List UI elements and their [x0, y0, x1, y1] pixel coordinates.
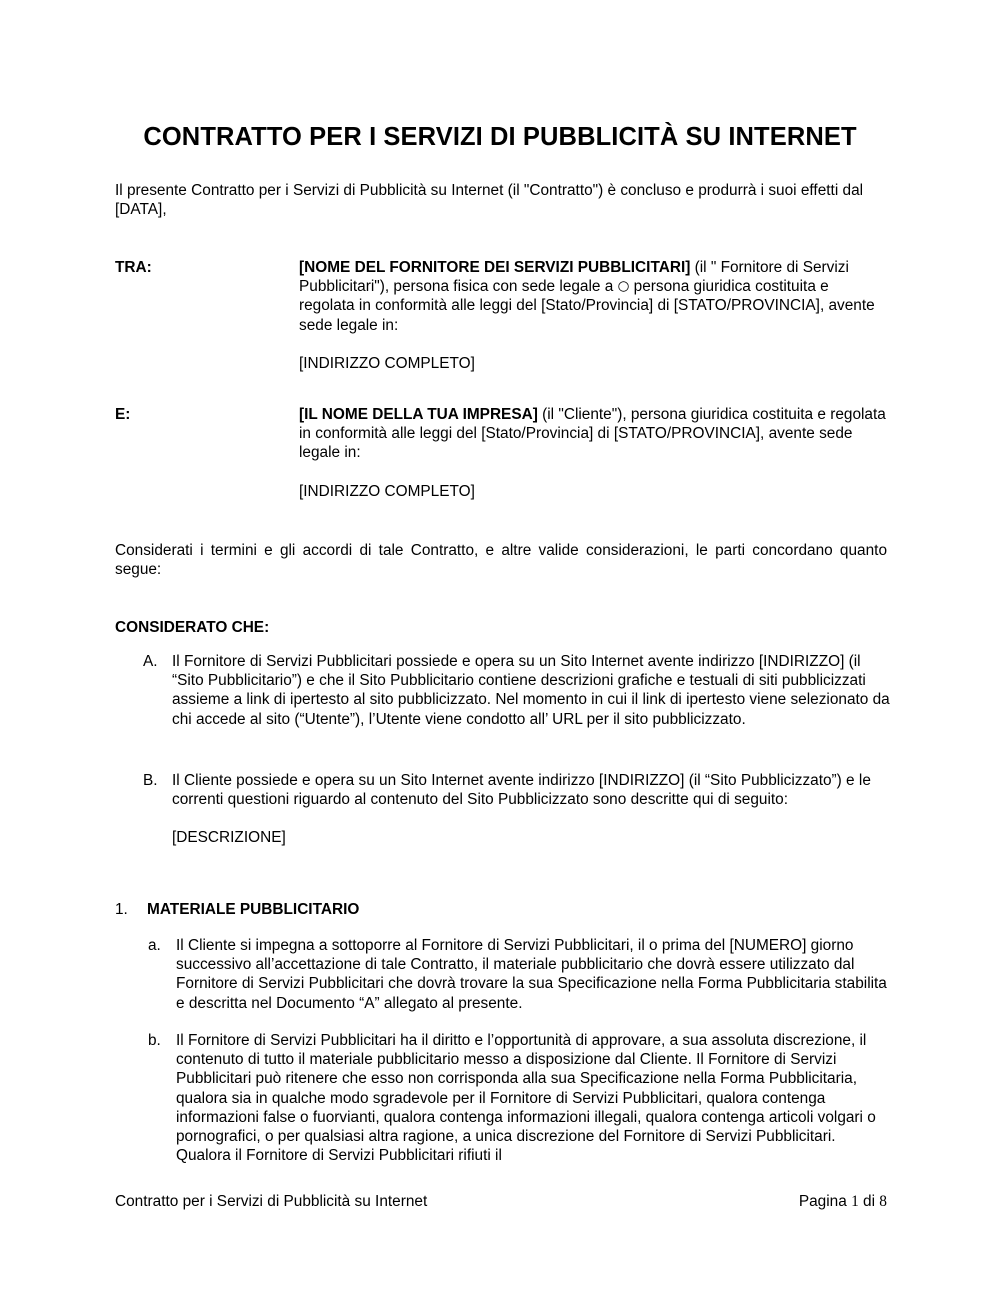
section-marker-1: 1.	[115, 901, 128, 918]
open-circle-icon: ○	[617, 278, 630, 295]
list-text-a-lower: Il Cliente si impegna a sottoporre al Fornitore di Servizi Pubblicitari, il o prima del [NUMERO] giorno successivo all’accettazione di tale Contratto, il materiale pubblicitario che dovrà essere utilizzato dal Fornitore di Servizi Pubblicitari che dovrà trovare la sua Specificazione nella Forma Pubblicitaria stabilita e descritta nel Documento “A” allegato al presente.	[176, 937, 887, 1012]
client-text: (il "Cliente"), persona giuridica costituita e regolata in conformità alle leggi del [Stato/Provincia] di [STATO/PROVINCIA], avente sede legale in:	[299, 406, 886, 462]
list-marker-b-lower: b.	[148, 1032, 161, 1049]
list-marker-a-lower: a.	[148, 937, 161, 954]
footer-document-title: Contratto per i Servizi di Pubblicità su Internet	[115, 1193, 428, 1210]
party-label-e: E:	[115, 406, 131, 423]
provider-address: [INDIRIZZO COMPLETO]	[299, 354, 475, 372]
provider-name: [NOME DEL FORNITORE DEI SERVIZI PUBBLICITARI]	[299, 259, 691, 276]
list-text-a: Il Fornitore di Servizi Pubblicitari possiede e opera su un Sito Internet avente indirizzo [INDIRIZZO] (il “Sito Pubblicitario”) e che il Sito Pubblicitario contiene descrizioni grafiche e testuali di siti pubblicizzati assieme a link di ipertesto al sito pubblicizzato. Nel momento in cui il link di ipertesto viene selezionato da chi accede al sito (“Utente”), l’Utente viene condotto all’ URL per il sito pubblicizzato.	[172, 653, 890, 728]
footer-page-number: 1	[851, 1193, 859, 1210]
footer-page-word: Pagina	[798, 1193, 852, 1210]
section-heading-row	[115, 900, 890, 919]
page-title: CONTRATTO PER I SERVIZI DI PUBBLICITÀ SU INTERNET	[143, 123, 857, 152]
list-text-b	[172, 771, 890, 848]
client-address: [INDIRIZZO COMPLETO]	[299, 482, 475, 500]
list-item	[115, 652, 890, 729]
page-footer	[115, 1192, 887, 1211]
provider-text-before-circle: (il " Fornitore di Servizi Pubblicitari"), persona fisica con sede legale a	[299, 259, 849, 296]
provider-text-after-circle: persona giuridica costituita e regolata in conformità alle leggi del [Stato/Provincia] di [STATO/PROVINCIA], avente sede legale in:	[299, 278, 875, 334]
party-label-tra: TRA:	[115, 259, 152, 276]
list-item	[115, 936, 890, 1013]
party-row-client	[115, 405, 887, 501]
list-text-b-main: Il Cliente possiede e opera su un Sito Internet avente indirizzo [INDIRIZZO] (il “Sito Pubblicizzato”) e le correnti questioni riguardo al contenuto del Sito Pubblicizzato sono descritte qui di seguito:	[172, 772, 871, 809]
list-text-b-lower: Il Fornitore di Servizi Pubblicitari ha il diritto e l’opportunità di approvare, a sua assoluta discrezione, il contenuto di tutto il materiale pubblicitario messo a disposizione dal Cliente. Il Fornitore di Servizi Pubblicitari può ritenere che esso non corrisponda alla sua Specificazione nella Forma Pubblicitaria, qualora sia in qualche modo sgradevole per il Fornitore di Servizi Pubblicitari, qualora contenga informazioni false o fuorvianti, qualora contenga informazioni illegali, qualora contenga articoli volgari o pornografici, o per qualsiasi altra ragione, a unica discrezione del Fornitore di Servizi Pubblicitari. Qualora il Fornitore di Servizi Pubblicitari rifiuti il	[176, 1032, 876, 1165]
party-body-client	[299, 405, 887, 501]
list-item	[115, 1031, 890, 1165]
list-marker-b: B.	[143, 772, 158, 789]
list-text-b-description: [DESCRIZIONE]	[172, 829, 286, 847]
recitals-heading: CONSIDERATO CHE:	[115, 619, 270, 636]
section-title-materiale-pubblicitario: MATERIALE PUBBLICITARIO	[147, 901, 360, 918]
party-row-provider	[115, 258, 887, 373]
client-name: [IL NOME DELLA TUA IMPRESA]	[299, 406, 538, 423]
party-body-provider	[299, 258, 887, 373]
list-marker-a: A.	[143, 653, 158, 670]
intro-paragraph: Il presente Contratto per i Servizi di Pubblicità su Internet (il "Contratto") è concluso e produrrà i suoi effetti dal [DATA],	[115, 182, 864, 219]
footer-page-indicator	[799, 1192, 887, 1211]
footer-of-word: di	[858, 1193, 880, 1210]
recitals-lead-in: Considerati i termini e gli accordi di tale Contratto, e altre valide considerazioni, le parti concordano quanto segue:	[115, 542, 887, 579]
footer-page-total: 8	[879, 1193, 887, 1210]
list-item	[115, 771, 890, 848]
